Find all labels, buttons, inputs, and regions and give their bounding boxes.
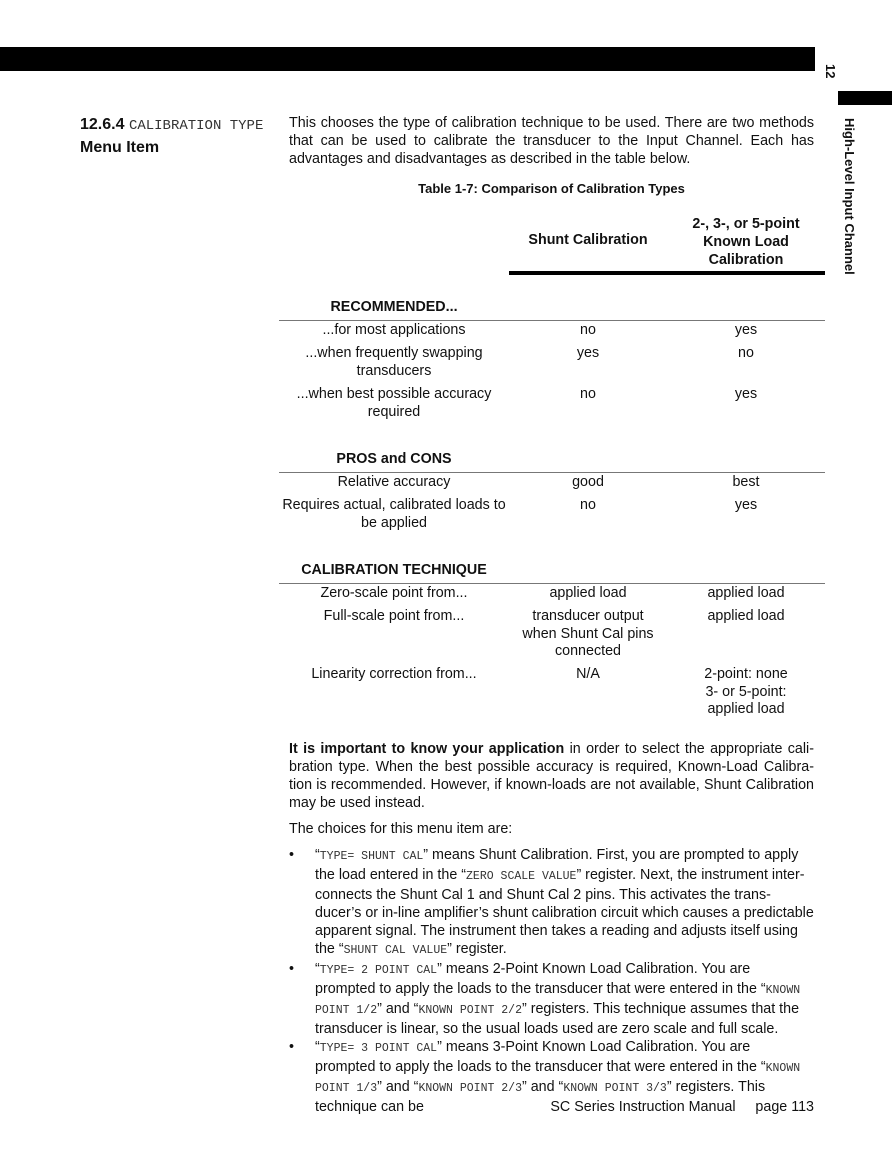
header-rule: [509, 271, 825, 275]
choices-intro: The choices for this menu item are:: [289, 821, 513, 837]
group-title: PROS and CONS: [336, 451, 452, 467]
section-name: CALIBRATION TYPE: [128, 118, 264, 134]
group-rule: [279, 320, 825, 321]
text: ” registers. This technique can be: [315, 1079, 766, 1115]
choice-2point: • “TYPE= 2 POINT CAL” means 2-Point Known Load Calibration. You are prompted to apply the loads to the transducer that were entered in the “KNOWN POINT 1/2” and “KNOWN POINT 2/2” registers. This technique assumes that the transducer is linear, so the usual loads used are zero scale and full scale.: [289, 960, 814, 1038]
row-known: applied load: [707, 585, 785, 601]
row-shunt: applied load: [549, 585, 627, 601]
text: ” register.: [447, 941, 507, 957]
col-header-known: 2-, 3-, or 5-point Known Load Calibration: [692, 216, 800, 268]
row-known: applied load: [707, 608, 785, 624]
section-number: 12.6.4: [80, 116, 125, 133]
important-rest: in order to select the appropriate cali-bration type. When the best possible accuracy is required, Known-Load Calibra-tion is recommended. However, if known-loads are not available, Shunt Calibration may be used instead.: [289, 741, 814, 811]
choices-list: [289, 846, 814, 1116]
row-label: ...when best possible accuracy required: [296, 386, 492, 420]
code-register: KNOWN POINT 2/3: [418, 1082, 522, 1095]
text: ” and “: [377, 1079, 419, 1095]
row-known: 2-point: none 3- or 5-point: applied load: [704, 666, 788, 717]
text: ” means Shunt Calibration. First, you are prompted to apply the load entered in the “: [315, 847, 799, 883]
choice-shunt: • “TYPE= SHUNT CAL” means Shunt Calibration. First, you are prompted to apply the load entered in the “ZERO SCALE VALUE” register. Next, the instrument inter-connects the Shunt Cal 1 and Shunt Cal 2 pins. This activates the trans-ducer’s or in-line amplifier’s shunt calibration circuit which causes a predictable apparent signal. The instrument then takes a reading and adjusts itself using the “SHUNT CAL VALUE” register.: [289, 846, 814, 960]
row-shunt: N/A: [576, 666, 600, 682]
text: ” means 2-Point Known Load Calibration. You are prompted to apply the loads to the transducer that were entered in the “: [315, 961, 766, 997]
row-label: Requires actual, calibrated loads to be applied: [282, 497, 506, 531]
code-type: TYPE= 2 POINT CAL: [319, 964, 438, 977]
footer-page: page 113: [755, 1099, 814, 1115]
row-label: ...for most applications: [322, 322, 466, 338]
table-title: Table 1-7: Comparison of Calibration Types: [418, 181, 685, 196]
important-paragraph: [289, 740, 814, 812]
body-text: [289, 114, 814, 168]
row-shunt: good: [572, 474, 604, 490]
chapter-title: High-Level Input Channel: [842, 118, 857, 275]
group-title: CALIBRATION TECHNIQUE: [301, 562, 487, 578]
footer-manual: SC Series Instruction Manual: [550, 1099, 736, 1115]
group-rule: [279, 472, 825, 473]
header-bar: [0, 47, 815, 71]
group-title: RECOMMENDED...: [330, 299, 458, 315]
row-label: Zero-scale point from...: [320, 585, 468, 601]
code-register: ZERO SCALE VALUE: [466, 870, 577, 883]
page-footer: [550, 1099, 814, 1115]
row-shunt: no: [580, 497, 596, 513]
section-subtitle: Menu Item: [80, 139, 160, 156]
row-shunt: yes: [576, 345, 600, 361]
important-lead: It is important to know your application: [289, 741, 565, 757]
row-label: ...when frequently swapping transducers: [305, 345, 483, 379]
choice-3point: • “TYPE= 3 POINT CAL” means 3-Point Known Load Calibration. You are prompted to apply the loads to the transducer that were entered in the “KNOWN POINT 1/3” and “KNOWN POINT 2/3” and “KNOWN POINT 3/3” registers. This technique can be: [289, 1038, 814, 1116]
text: ” and “: [377, 1001, 419, 1017]
row-label: Full-scale point from...: [323, 608, 465, 624]
col-header-shunt: Shunt Calibration: [528, 232, 648, 248]
intro-paragraph: This chooses the type of calibration technique to be used. There are two methods that can be used to calibrate the transducer to the Input Channel. Each has advantages and disadvantages as described in the table below.: [289, 115, 814, 167]
code-register: KNOWN POINT 1/3: [315, 1062, 801, 1095]
row-label: Linearity correction from...: [311, 666, 477, 682]
code-register: KNOWN POINT 1/2: [315, 984, 801, 1017]
code-type: TYPE= SHUNT CAL: [319, 850, 424, 863]
code-register: KNOWN POINT 2/2: [418, 1004, 522, 1017]
chapter-number: 12: [823, 64, 838, 79]
section-heading: [80, 114, 265, 158]
row-known: yes: [734, 386, 758, 402]
group-rule: [279, 583, 825, 584]
row-known: no: [738, 345, 754, 361]
row-shunt: transducer output when Shunt Cal pins connected: [522, 608, 654, 659]
row-known: yes: [734, 322, 758, 338]
chapter-tab: [838, 91, 892, 105]
row-known: best: [732, 474, 760, 490]
row-shunt: no: [580, 322, 596, 338]
text: ” and “: [521, 1079, 564, 1095]
after-table-text: [289, 740, 814, 1116]
text: ” registers. This technique assumes that the transducer is linear, so the usual loads used are zero scale and full scale.: [315, 1001, 800, 1037]
code-register: KNOWN POINT 3/3: [563, 1082, 667, 1095]
text: ” means 3-Point Known Load Calibration. You are prompted to apply the loads to the transducer that were entered in the “: [315, 1039, 766, 1075]
text: ” register. Next, the instrument inter-connects the Shunt Cal 1 and Shunt Cal 2 pins. This activates the trans-ducer’s or in-line amplifier’s shunt calibration circuit which causes a predictable apparent signal. The instrument then takes a reading and adjusts itself using the “: [315, 867, 814, 957]
code-register: SHUNT CAL VALUE: [343, 944, 448, 957]
row-shunt: no: [580, 386, 596, 402]
code-type: TYPE= 3 POINT CAL: [319, 1042, 438, 1055]
row-label: Relative accuracy: [337, 474, 451, 490]
row-known: yes: [734, 497, 758, 513]
